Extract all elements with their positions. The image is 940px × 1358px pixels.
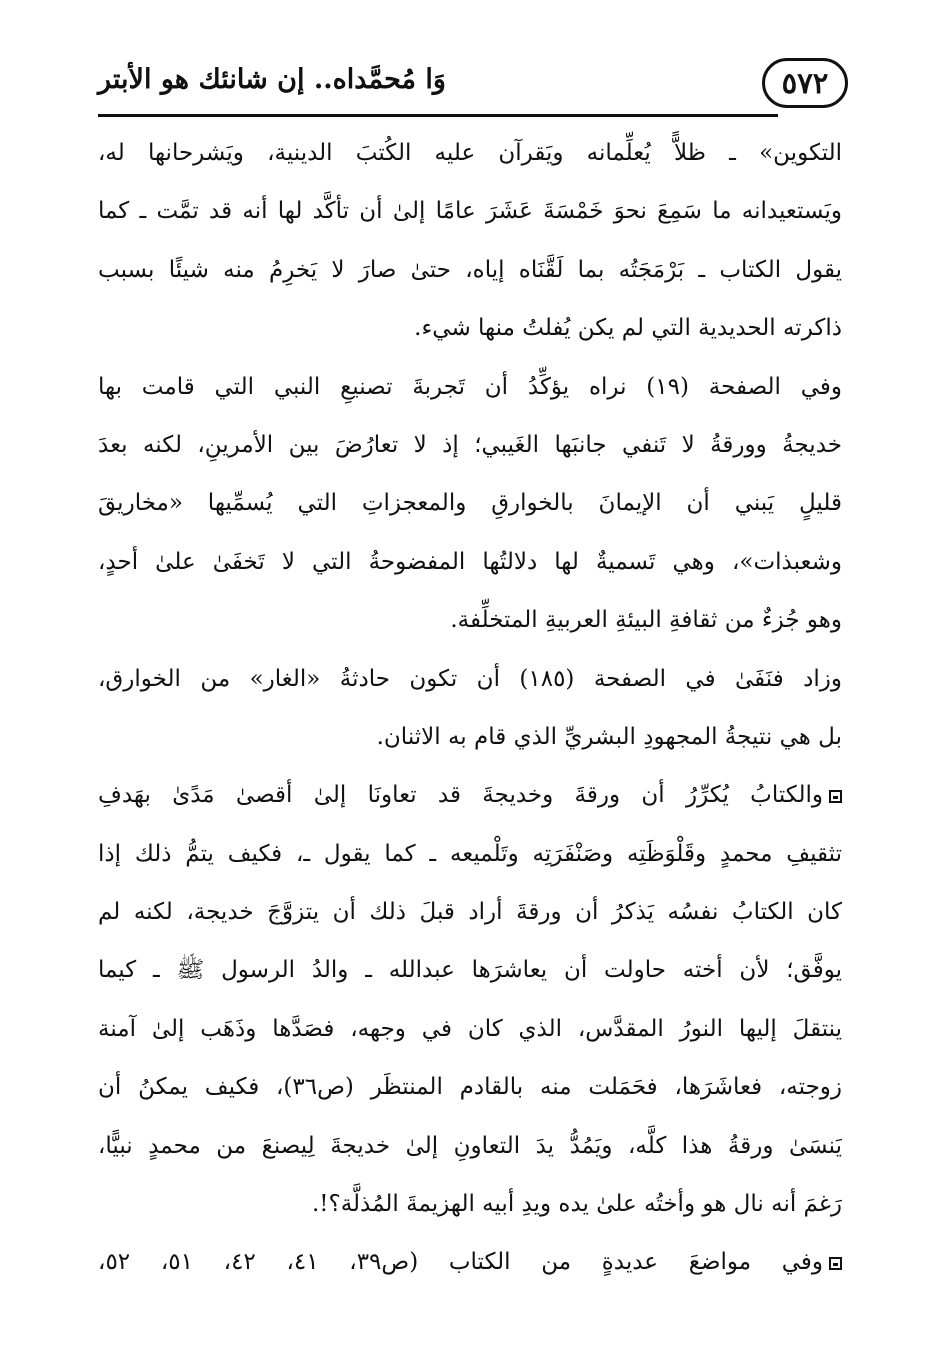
- page-header: [98, 48, 848, 118]
- text-line: [98, 1233, 842, 1291]
- header-rule: [98, 114, 778, 117]
- text-line: رَغمَ أنه نال هو وأختُه علىٰ يده ويدِ أبيه الهزيمةَ المُذلَّة؟!.: [311, 1191, 842, 1218]
- running-title: وَا مُحمَّداه.. إن شانئك هو الأبتر: [98, 64, 446, 95]
- text-line: ذاكرته الحديدية التي لم يكن يُفلتُ منها شيء.: [414, 315, 842, 342]
- text-line: تثقيفِ محمدٍ وقَلْوَظَتِه وصَنْفَرَتِه وتَلْميعه ـ كما يقول ـ، فكيف يتمُّ ذلك إذا: [98, 840, 842, 867]
- text-line-content: والكتابُ يُكرِّرُ أن ورقةَ وخديجةَ قد تعاونَا إلىٰ أقصىٰ مَدًىٰ بهَدفِ: [98, 782, 823, 809]
- text-line-content: وفي مواضعَ عديدةٍ من الكتاب (ص٣٩، ٤١، ٤٢، ٥١، ٥٢،: [98, 1249, 824, 1276]
- paragraph-marker-icon: [829, 790, 842, 803]
- text-line: [98, 766, 842, 824]
- text-line: وفي الصفحة (١٩) نراه يؤكِّدُ أن تَجربةَ تصنيعِ النبي التي قامت بها: [98, 373, 842, 400]
- body-text: [98, 124, 842, 1292]
- text-line: يوفَّق؛ لأن أخته حاولت أن يعاشرَها عبدالله ـ والدُ الرسول ﷺ ـ كيما: [98, 957, 842, 984]
- text-line: كان الكتابُ نفسُه يَذكرُ أن ورقةَ أراد قبلَ ذلك أن يتزوَّجَ خديجة، لكنه لم: [98, 899, 842, 926]
- text-line: ويَستعيدانه ما سَمِعَ نحوَ خَمْسَةَ عَشَرَ عامًا إلىٰ أن تأكَّد لها أنه قد تمَّت ـ كما: [98, 198, 842, 225]
- text-line: خديجةُ وورقةُ لا تَنفي جانبَها الغَيبي؛ إذ لا تعارُضَ بين الأمرينِ، لكنه بعدَ: [98, 431, 842, 458]
- text-line: قليلٍ يَبني أن الإيمانَ بالخوارقِ والمعجزاتِ التي يُسمِّيها «مخاريقَ: [98, 490, 842, 517]
- text-line: وشعبذات»، وهي تَسميةٌ لها دلالتُها المفضوحةُ التي لا تَخفَىٰ علىٰ أحدٍ،: [98, 548, 842, 575]
- text-line: زوجته، فعاشَرَها، فحَمَلت منه بالقادم المنتظَر (ص٣٦)، فكيف يمكنُ أن: [98, 1074, 842, 1101]
- text-line: يَنسَىٰ ورقةُ هذا كلَّه، ويَمُدُّ يدَ التعاونِ إلىٰ خديجةَ لِيصنعَ من محمدٍ نبيًّا،: [98, 1132, 842, 1159]
- text-line: وزاد فنَفَىٰ في الصفحة (١٨٥) أن تكون حادثةُ «الغار» من الخوارق،: [98, 665, 842, 692]
- text-line: بل هي نتيجةُ المجهودِ البشريِّ الذي قام به الاثنان.: [376, 723, 842, 750]
- page-number: ٥٧٢: [762, 58, 848, 108]
- text-line: ينتقلَ إليها النورُ المقدَّس، الذي كان في وجهه، فصَدَّها وذَهَب إلىٰ آمنة: [98, 1015, 842, 1042]
- text-line: وهو جُزءٌ من ثقافةِ البيئةِ العربيةِ المتخلِّفة.: [450, 607, 842, 634]
- paragraph-marker-icon: [829, 1257, 842, 1270]
- text-line: يقول الكتاب ـ بَرْمَجَتُه بما لَقَّنَاه إياه، حتىٰ صارَ لا يَخرِمُ منه شيئًا بسبب: [98, 256, 842, 283]
- text-line: التكوين» ـ ظلاًّ يُعلِّمانه ويَقرآن عليه الكُتبَ الدينية، ويَشرحانها له،: [98, 140, 842, 166]
